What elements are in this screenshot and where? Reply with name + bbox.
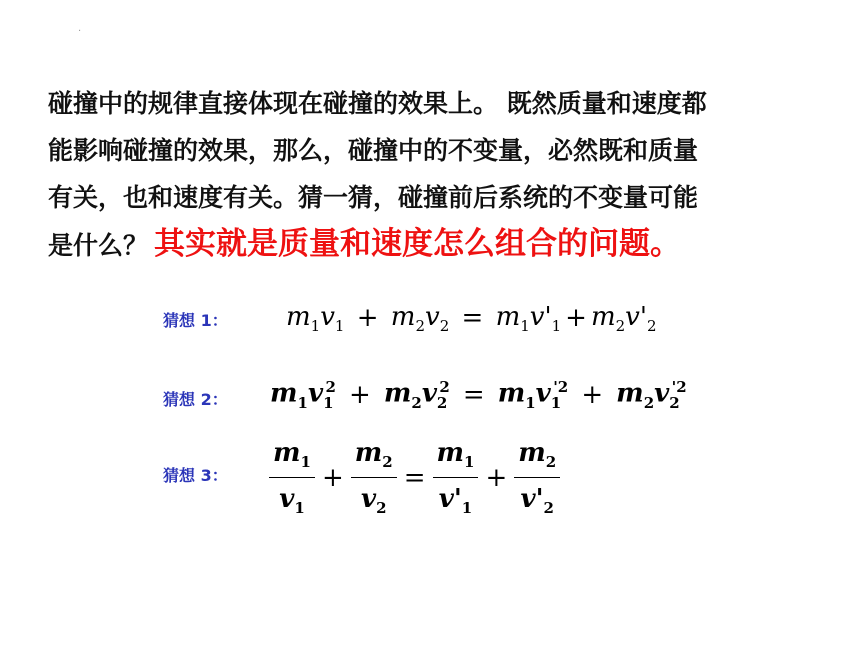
paragraph-line-4 — [48, 221, 818, 269]
guess-1-equation: $m_1v_1 + m_2v_2 = m_1v'_1 + m_2v'_2$ — [286, 302, 657, 336]
fraction-m1-v1: $\frac{m_1}{v_1}$ — [269, 438, 315, 517]
guess-3-label: 猜想 3： — [163, 466, 228, 485]
paragraph-line-3: 有关，也和速度有关。猜一猜，碰撞前后系统的不变量可能 — [48, 183, 699, 212]
fraction-m2-v2-prime: $\frac{m_2}{v'_2}$ — [514, 438, 560, 517]
guess-1-label: 猜想 1： — [163, 311, 228, 330]
paragraph-line-4-text: 是什么？ — [48, 231, 149, 260]
fraction-m2-v2: $\frac{m_2}{v_2}$ — [351, 438, 397, 517]
guess-3-equation: $\frac{m_1}{v_1}$ + $\frac{m_2}{v_2}$ = $\frac{m_1}{v'_1}$ + $\frac{m_2}{v'_2}$ — [266, 438, 563, 517]
dot-mark: · — [78, 26, 82, 37]
paragraph-line-1: 碰撞中的规律直接体现在碰撞的效果上。 既然质量和速度都 — [48, 89, 707, 118]
guess-2-equation: $m_1v_1^2 + m_2v_2^2 = m_1v_1^{'2} + m_2v_2^{'2}$ — [270, 378, 687, 412]
paragraph-line-2: 能影响碰撞的效果，那么，碰撞中的不变量，必然既和质量 — [48, 136, 699, 165]
fraction-m1-v1-prime: $\frac{m_1}{v'_1}$ — [433, 438, 479, 517]
intro-paragraph — [48, 80, 818, 269]
highlight-text: 其实就是质量和速度怎么组合的问题。 — [154, 226, 682, 262]
guess-2-label: 猜想 2： — [163, 390, 228, 409]
